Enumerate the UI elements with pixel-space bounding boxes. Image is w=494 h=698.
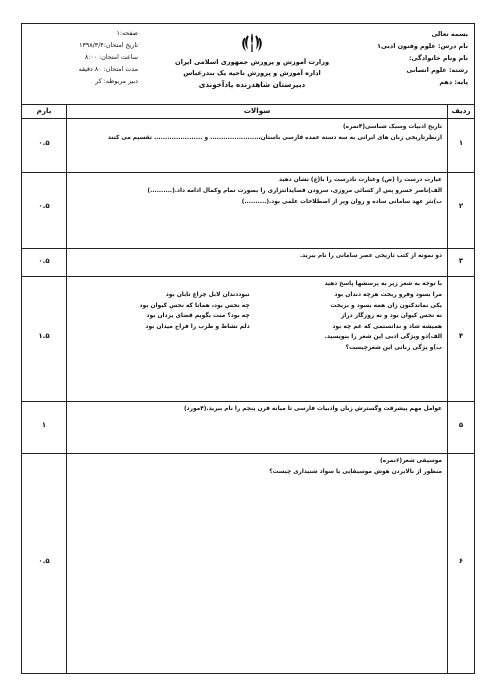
question-row (22, 401, 474, 454)
question-line: الف)ناصر خسرو پس از کسائی مروزی، سرودن قصایدانتزاری را بصورت تمام وکمال ادامه داد.(..........) (147, 188, 442, 194)
question-number: ۶ (458, 557, 464, 565)
question-line: با توجه به شعر زیر به پرسشها پاسخ دهید (324, 281, 442, 287)
question-number: ۴ (458, 332, 464, 340)
exam-time: ساعت امتحان: ۸:۰۰ (84, 54, 138, 61)
exam-sheet (21, 23, 475, 674)
page-number: صفحه:۱ (116, 30, 138, 37)
exam-duration: مدت امتحان: ۸۰ دقیقه (78, 66, 138, 73)
column-score: بارم (36, 106, 52, 115)
grade-label: پایه: دهم (439, 78, 468, 86)
question-score: ۰.۵ (38, 557, 50, 565)
column-number: ردیف (451, 106, 471, 115)
question-row (22, 119, 474, 173)
question-line: عبارت درست را (ص) وعبارت نادرست را با(غ) نشان دهید (278, 177, 442, 183)
header-student-info (350, 28, 468, 88)
poem (72, 290, 442, 353)
question-line: تاریخ ادبیات وسبک شناسی(۴نمره) (343, 124, 442, 130)
question-text (72, 122, 442, 144)
question-score: ۰.۵ (38, 257, 50, 265)
question-line: دو نمونه از کتب تاریخی عصر سامانی را نام ببرید. (299, 253, 442, 259)
question-line: ب)نثر عهد سامانی ساده و روان وپر از اصطلاحات علمی بود.(..........) (241, 199, 442, 205)
table-header (22, 104, 474, 119)
header-institution (172, 28, 332, 90)
question-number: ۲ (458, 202, 464, 210)
poem-line: نه نحس کیوان بود و نه روزگار دراز (340, 313, 442, 319)
question-row (22, 172, 474, 249)
sub-question: ب)و یژگی زبانی این شعرچیست؟ (345, 344, 442, 351)
subject-label: نام درس: علوم وفنون ادبی۱ (377, 42, 468, 50)
question-score: ۱ (41, 421, 47, 429)
teacher-name: دبیر مربوطه: کر (95, 78, 138, 85)
question-line: موسیقی شعر(۶نمره) (380, 458, 442, 464)
student-name-label: نام ونام خانوادگی: (408, 54, 468, 62)
question-text (72, 251, 442, 262)
poem-left-hemistichs (72, 290, 250, 353)
iran-emblem-icon (239, 30, 265, 56)
question-score: ۱.۵ (38, 332, 50, 340)
question-text (72, 279, 442, 353)
question-text (72, 175, 442, 208)
sub-question: الف)دو ویژگی ادبی این شعر را بنویسید. (324, 334, 442, 340)
exam-header (22, 24, 474, 105)
question-score: ۰.۵ (38, 202, 50, 210)
field-label: رشته: علوم انسانی (406, 66, 468, 74)
question-number: ۳ (458, 257, 464, 265)
poem-line: همیشه شاد و ندانستمی که غم چه بود (332, 323, 442, 330)
poem-line: یکی نماندکنون زان همه بسود و بریخت (330, 302, 442, 309)
poem-line: چه نحس بود، همانا که نحس کیوان بود (139, 302, 250, 309)
poem-line: نبوددندان لابل چراغ تابان بود (165, 292, 250, 298)
poem-line: چه بود؟ منت بگویم قضای یزدان بود (146, 313, 250, 319)
header-exam-info (28, 28, 138, 88)
question-line: منظور از بالابردن هوش موسیقایی یا سواد شنیداری چیست؟ (269, 469, 442, 475)
question-line: عوامل مهم پیشرفت وگسترش زبان وادبیات فارسی تا میانه قرن پنجم را نام ببرید.(۴مورد) (184, 406, 442, 412)
question-line: ازنظرتاریخی زبان های ایرانی به سه دسته عمده فارسی باستان،...................... و ...................... تقسیم می کنند (107, 135, 442, 141)
question-score: ۰.۵ (38, 139, 50, 147)
question-text (72, 404, 442, 415)
question-number: ۵ (458, 421, 464, 429)
poem-right-hemistichs (264, 290, 442, 353)
exam-date: تاریخ امتحان:۱۳۹۸/۳/۴ (79, 42, 138, 49)
question-row (22, 248, 474, 277)
poem-line: دلم نشاط و طرب را فراخ میدان بود (145, 323, 250, 330)
column-questions: سوالات (243, 106, 271, 115)
question-number: ۱ (458, 139, 464, 147)
question-text (72, 456, 442, 478)
basmala: بسمه تعالی (431, 30, 468, 38)
question-row (22, 276, 474, 402)
question-row (22, 453, 474, 675)
poem-line: مرا بسود وفرو ریخت هرچه دندان بود (334, 292, 442, 298)
school-name: دبیرستان شاهدزنده یادآخوندی (198, 80, 306, 89)
education-office: اداره آموزش و پرورش ناحیه یک بندرعباس (183, 69, 321, 77)
ministry-name: وزارت آموزش و پرورش جمهوری اسلامی ایران (174, 58, 330, 66)
